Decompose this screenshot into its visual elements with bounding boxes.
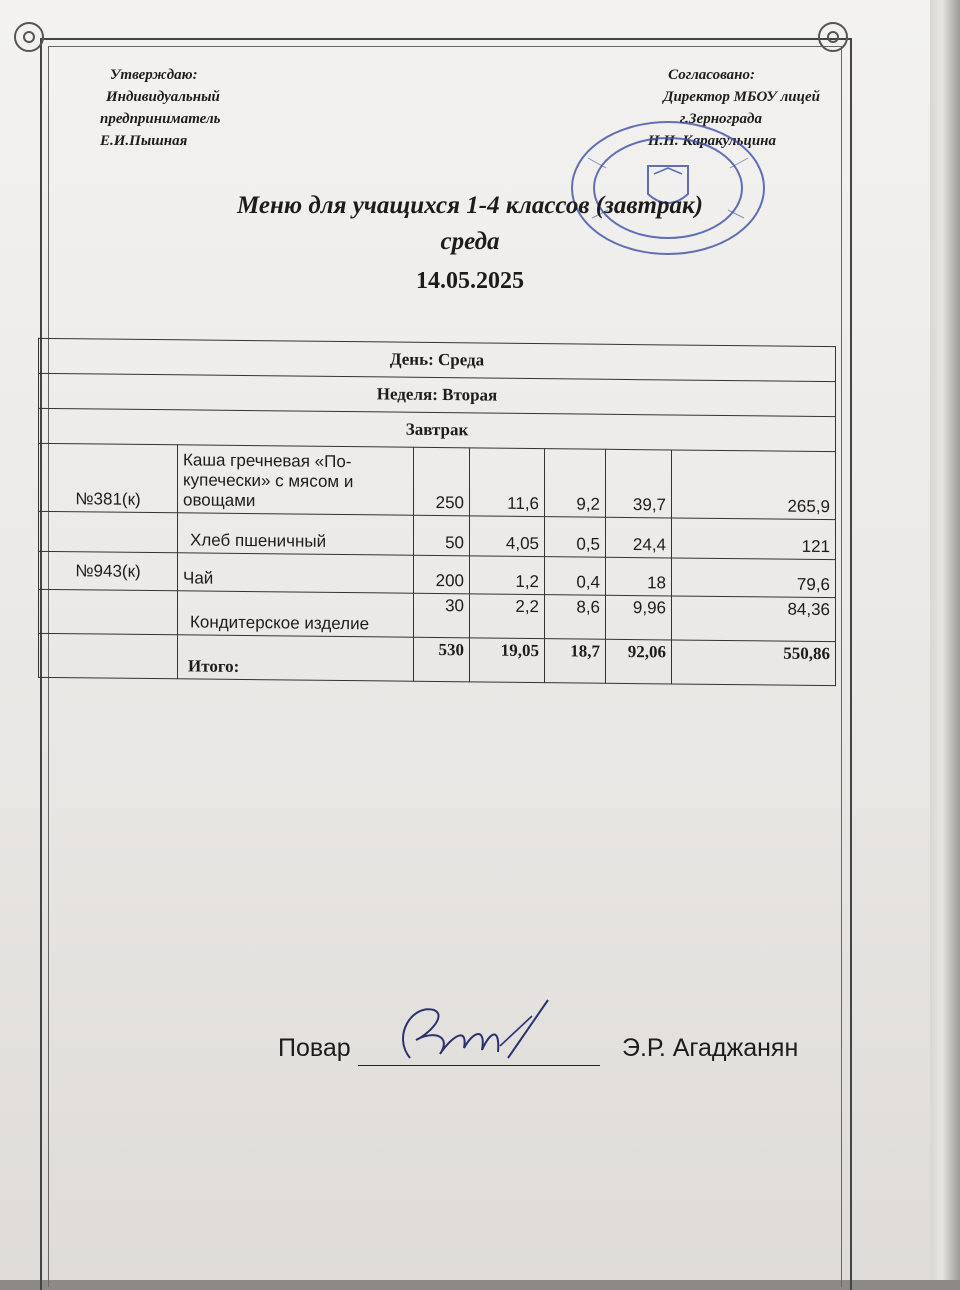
week-header: Неделя: Вторая [39,373,836,416]
protein-cell: 4,05 [470,516,545,557]
approval-heading: Утверждаю: [110,67,198,83]
title-line: Меню для учащихся 1-4 классов (завтрак) [236,192,703,219]
title-weekday: среда [440,228,500,255]
approval-line: предприниматель [100,111,221,127]
agreement-heading: Согласовано: [668,67,755,83]
fat-cell: 0,4 [545,557,606,596]
total-label: Итого: [178,635,414,681]
dish-name: Кондитерское изделие [178,591,414,637]
handwritten-signature [382,996,562,1066]
weight-cell: 30 [414,593,470,638]
recipe-code [39,511,178,552]
protein-cell: 11,6 [470,448,545,517]
agreement-line: г.Зернограда [679,111,762,127]
protein-cell: 1,2 [470,556,545,595]
total-protein: 19,05 [470,638,545,683]
meal-header: Завтрак [39,408,836,451]
kcal-cell: 84,36 [672,596,836,642]
total-code [39,633,178,678]
dish-name: Каша гречневая «По-купечески» с мясом и овощами [178,445,414,515]
approval-block [100,64,221,152]
fat-cell: 8,6 [545,595,606,640]
protein-cell: 2,2 [470,594,545,639]
total-fat: 18,7 [545,639,606,684]
fat-cell: 9,2 [545,449,606,518]
weight-cell: 200 [414,555,470,594]
fat-cell: 0,5 [545,517,606,558]
agreement-name: Н.Н. Каракульцина [647,133,776,149]
agreement-line: Директор МБОУ лицей [663,89,820,105]
dish-name: Чай [178,553,414,593]
menu-date: 14.05.2025 [416,268,524,294]
page-edge [930,0,960,1280]
cook-name: Э.Р. Агаджанян [622,1034,799,1062]
approval-line: Индивидуальный [106,89,220,105]
carbs-cell: 39,7 [606,449,672,518]
kcal-cell: 265,9 [672,450,836,520]
corner-ornament-left [14,22,44,52]
recipe-code [39,589,178,634]
carbs-cell: 24,4 [606,517,672,558]
dish-name: Хлеб пшеничный [178,513,414,555]
table-row [39,443,836,519]
carbs-cell: 9,96 [606,595,672,640]
total-kcal: 550,86 [672,640,836,686]
recipe-code: №943(к) [39,551,178,590]
cook-label: Повар [278,1034,351,1062]
kcal-cell: 121 [672,518,836,560]
recipe-code: №381(к) [39,443,178,512]
weight-cell: 250 [414,447,470,516]
approval-name: Е.И.Пышная [100,133,188,149]
corner-ornament-right [818,22,848,52]
menu-table [38,338,836,686]
total-row [39,633,836,685]
menu-title [100,188,840,260]
total-carbs: 92,06 [606,639,672,684]
day-header: День: Среда [39,338,836,381]
total-weight: 530 [414,637,470,682]
carbs-cell: 18 [606,557,672,596]
weight-cell: 50 [414,515,470,556]
kcal-cell: 79,6 [672,558,836,598]
